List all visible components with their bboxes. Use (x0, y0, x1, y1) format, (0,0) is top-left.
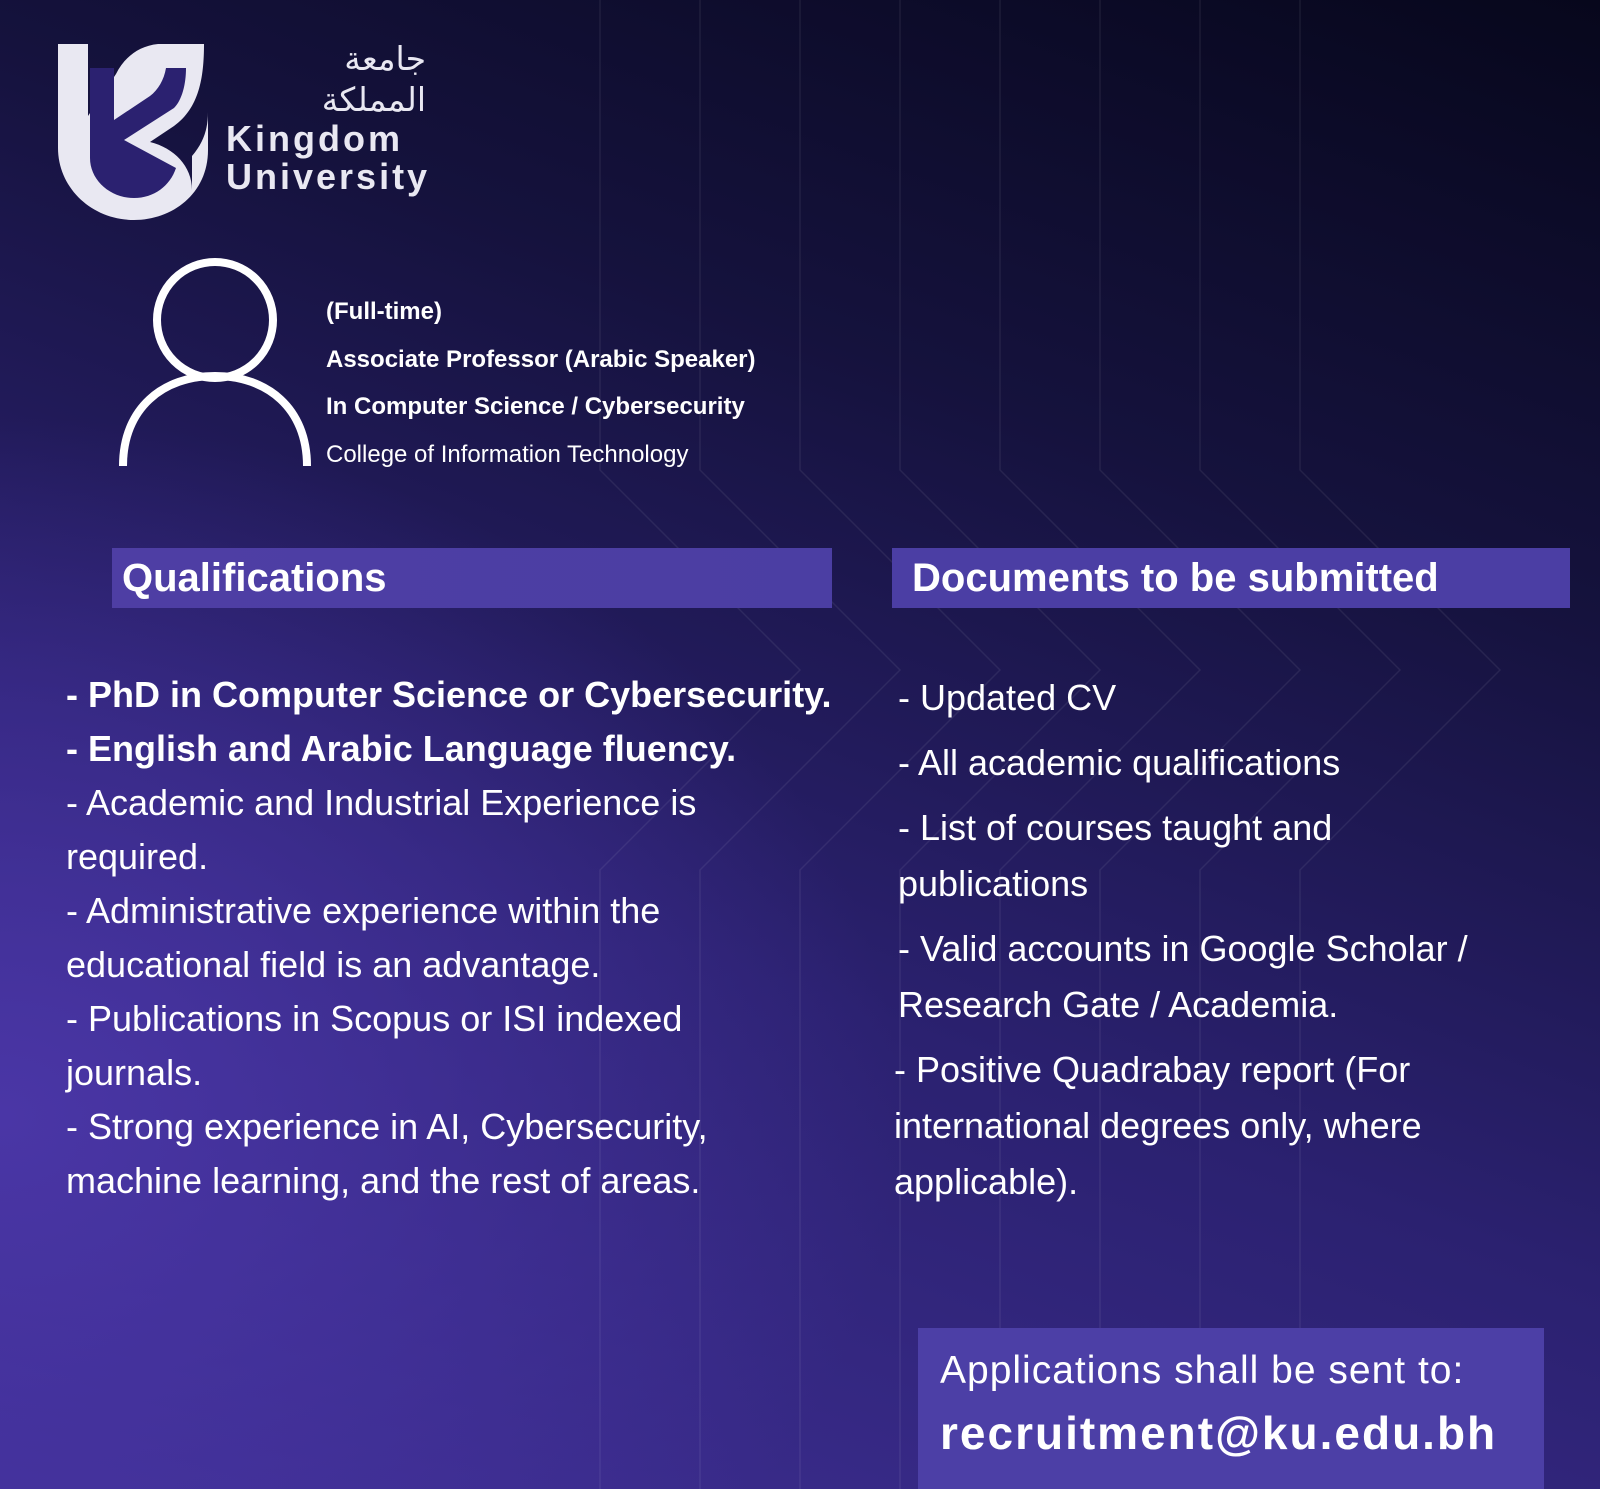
job-type: (Full-time) (326, 298, 442, 325)
documents-heading: Documents to be submitted (912, 555, 1439, 600)
application-email-link[interactable]: recruitment@ku.edu.bh (940, 1407, 1498, 1459)
qualifications-heading-bar (112, 548, 832, 608)
qualification-item: - English and Arabic Language fluency. (66, 728, 737, 769)
logo-arabic-line1: جامعة (344, 39, 426, 78)
document-item: - Updated CV (898, 677, 1117, 718)
documents-list (894, 670, 1558, 1219)
university-logo (54, 38, 431, 223)
application-label: Applications shall be sent to: (940, 1349, 1465, 1392)
qualification-item: - Administrative experience within the educational field is an advantage. (66, 890, 661, 985)
qualification-item: - Academic and Industrial Experience is required. (66, 782, 697, 877)
qualification-item: - Strong experience in AI, Cybersecurity, machine learning, and the rest of areas. (66, 1106, 708, 1201)
job-title: Associate Professor (Arabic Speaker) (326, 345, 756, 373)
qualifications-heading: Qualifications (122, 555, 387, 600)
document-item: - List of courses taught and publications (898, 807, 1333, 904)
job-college: College of Information Technology (326, 440, 689, 468)
qualification-item: - PhD in Computer Science or Cybersecurity. (66, 674, 832, 715)
logo-name-line2: University (226, 156, 431, 197)
ku-logo-mark-icon (54, 38, 214, 223)
application-box (918, 1328, 1544, 1489)
logo-name-line1: Kingdom (226, 118, 403, 159)
document-item: - Valid accounts in Google Scholar / Research Gate / Academia. (898, 928, 1468, 1025)
qualifications-list (66, 668, 906, 1208)
user-outline-icon (118, 258, 313, 468)
job-details (326, 288, 756, 478)
documents-heading-bar (892, 548, 1570, 608)
qualification-item: - Publications in Scopus or ISI indexed journals. (66, 998, 683, 1093)
document-item: - Positive Quadrabay report (For international degrees only, where applicable). (894, 1049, 1422, 1202)
logo-arabic-line2: المملكة (321, 80, 426, 119)
job-field: In Computer Science / Cybersecurity (326, 393, 745, 420)
document-item: - All academic qualifications (898, 742, 1341, 783)
